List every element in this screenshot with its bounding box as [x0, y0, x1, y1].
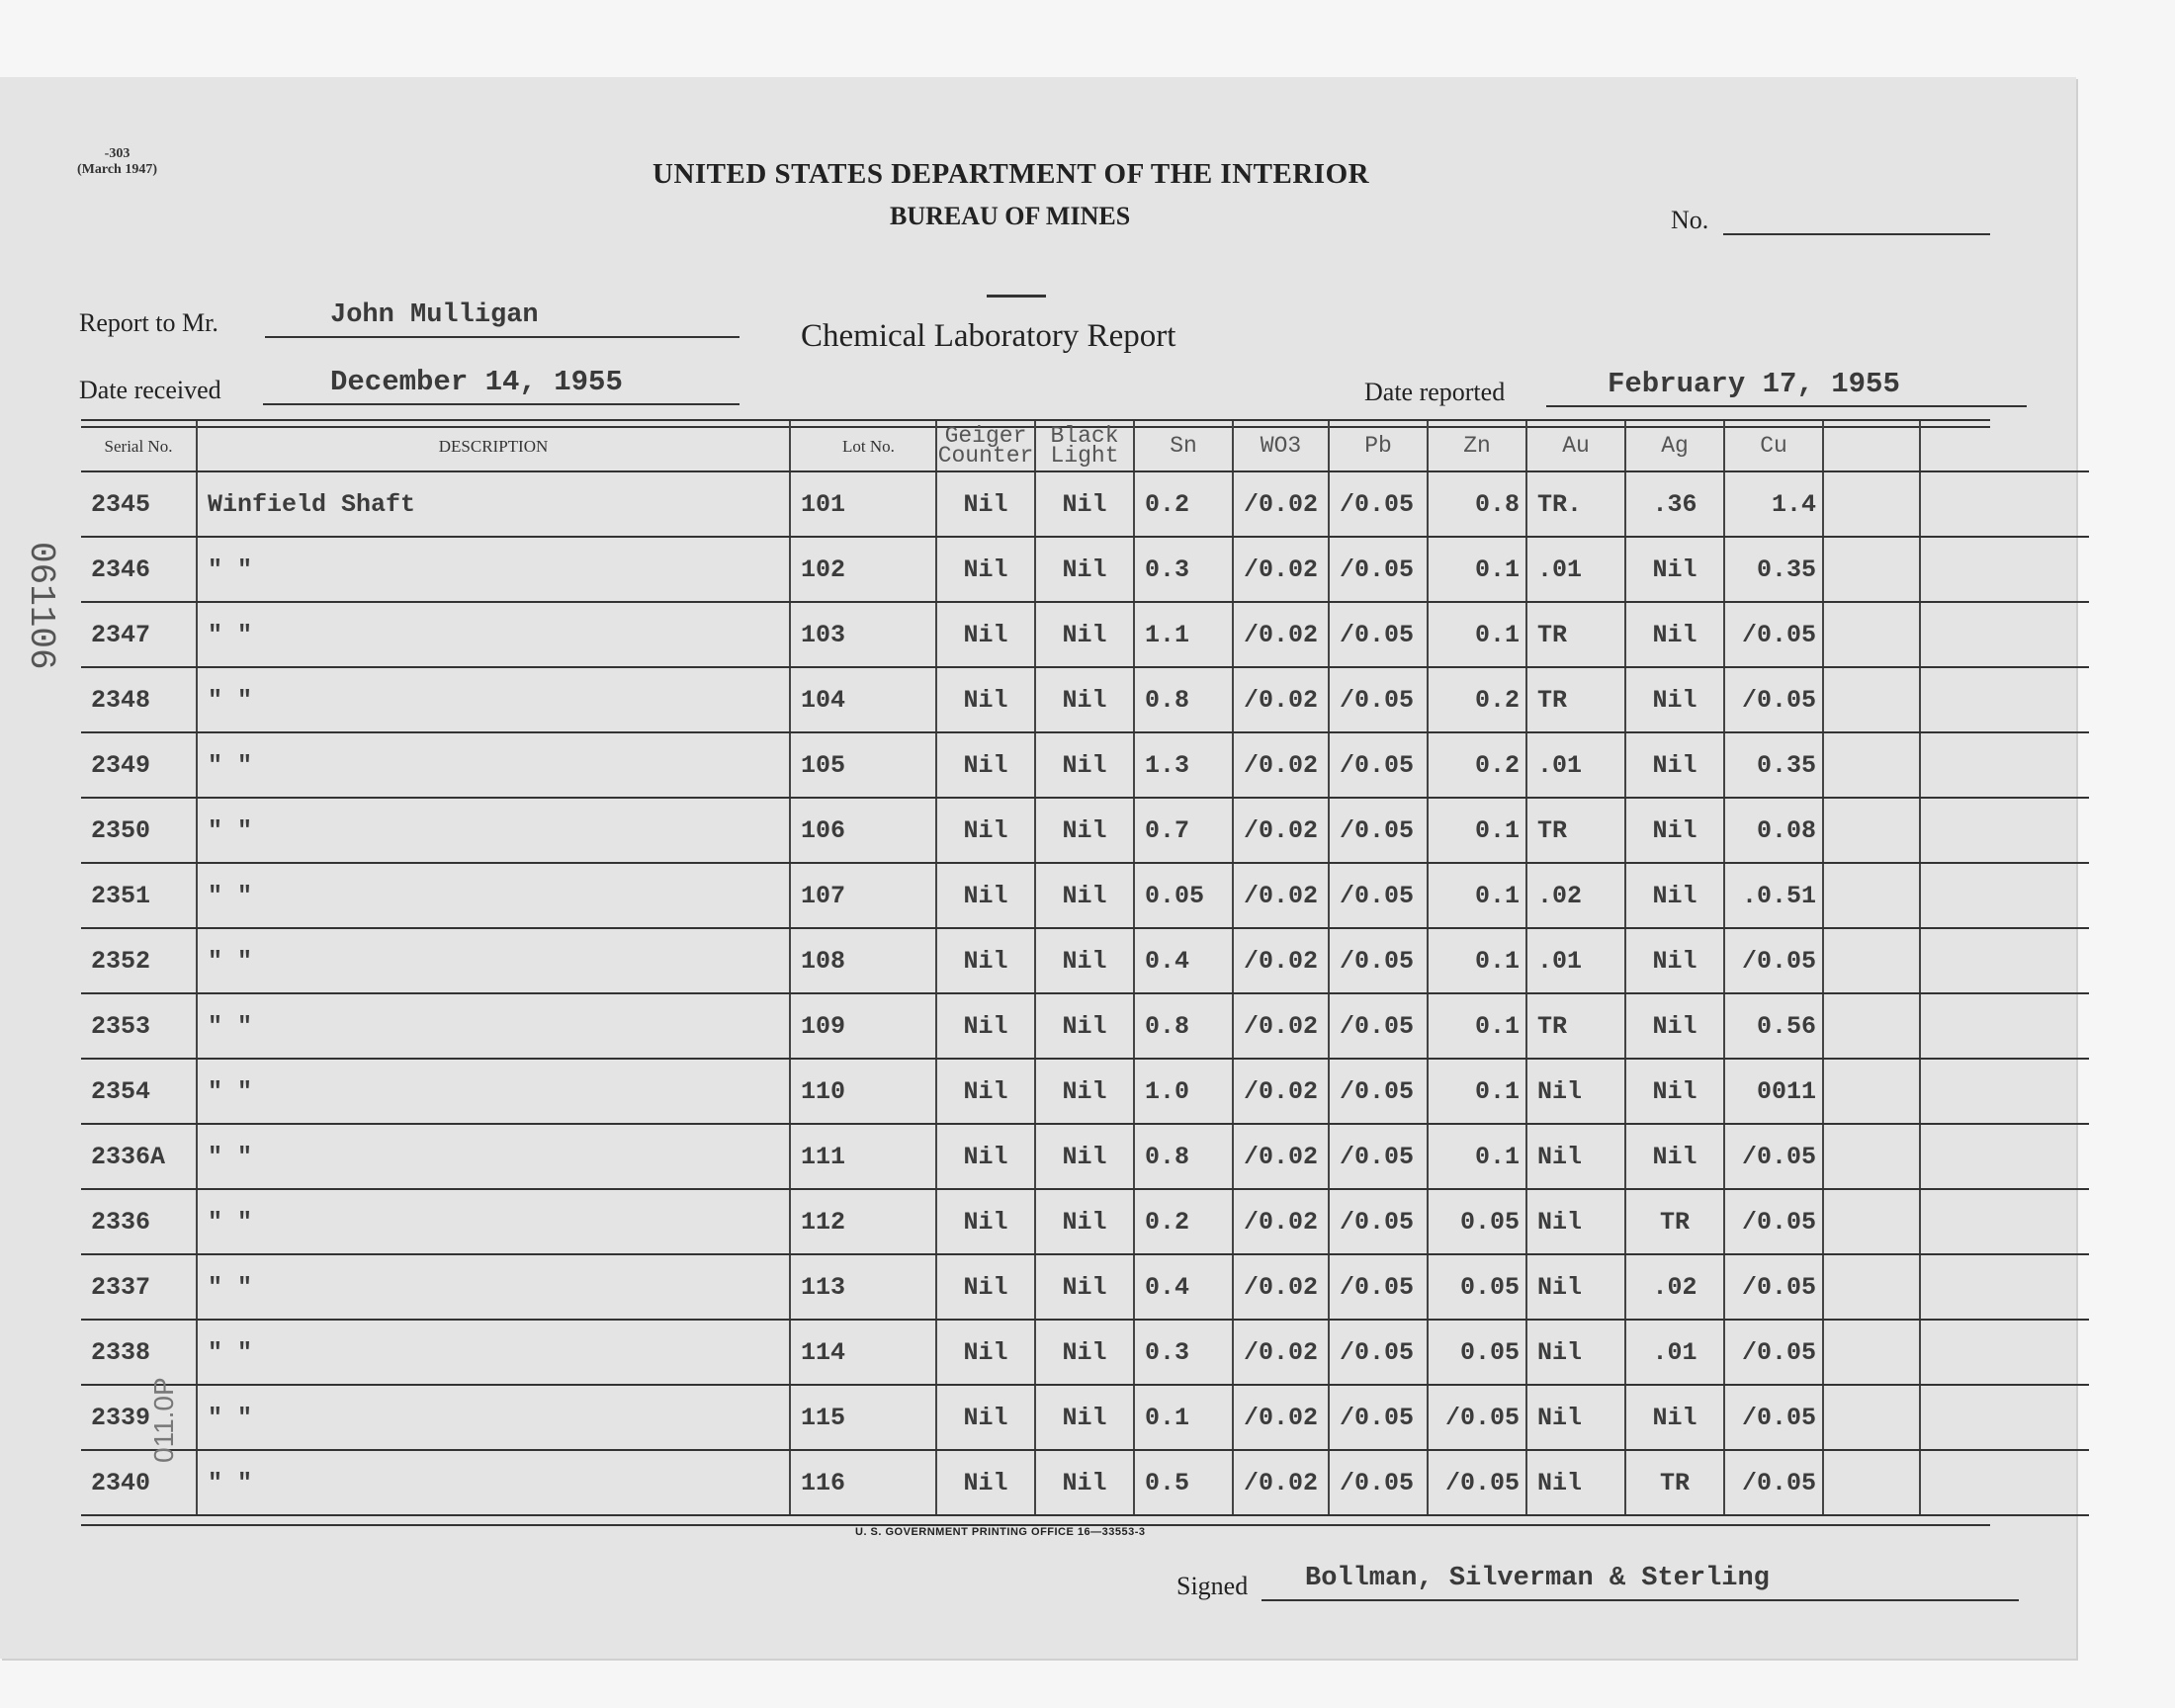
cell-sn: 1.0 [1134, 1059, 1233, 1124]
cell-blank [1823, 1385, 1920, 1450]
cell-blank [1823, 1124, 1920, 1189]
cell-geiger: Nil [936, 798, 1035, 863]
cell-lot: 109 [790, 993, 936, 1059]
cell-desc: " " [197, 863, 790, 928]
cell-desc: " " [197, 928, 790, 993]
form-revision-date: (March 1947) [77, 162, 157, 177]
cell-blank [1823, 1320, 1920, 1385]
cell-pb: /0.05 [1329, 1124, 1428, 1189]
cell-ag: Nil [1625, 928, 1724, 993]
cell-au: Nil [1526, 1189, 1625, 1254]
cell-geiger: Nil [936, 732, 1035, 798]
col-zn-header: Zn [1428, 421, 1526, 471]
cell-au: Nil [1526, 1385, 1625, 1450]
cell-lot: 104 [790, 667, 936, 732]
cell-wo3: /0.02 [1233, 667, 1329, 732]
cell-blank [1823, 732, 1920, 798]
form-number-code: -303 [104, 146, 130, 161]
col-wo3-header: WO3 [1233, 421, 1329, 471]
cell-geiger: Nil [936, 667, 1035, 732]
cell-ag: Nil [1625, 798, 1724, 863]
cell-blank [1920, 798, 2089, 863]
cell-zn: 0.1 [1428, 602, 1526, 667]
cell-sn: 0.1 [1134, 1385, 1233, 1450]
cell-ag: Nil [1625, 1124, 1724, 1189]
cell-blank [1823, 602, 1920, 667]
cell-ag: Nil [1625, 732, 1724, 798]
date-reported-field[interactable] [1546, 405, 2027, 407]
date-reported-value: February 17, 1955 [1608, 368, 1900, 400]
cell-blank [1823, 471, 1920, 537]
cell-cu: 0.35 [1724, 537, 1823, 602]
cell-zn: 0.2 [1428, 667, 1526, 732]
report-number-label: No. [1671, 206, 1709, 234]
cell-sn: 0.7 [1134, 798, 1233, 863]
table-row [81, 1189, 2089, 1254]
cell-ag: Nil [1625, 602, 1724, 667]
table-row [81, 1124, 2089, 1189]
col-pb-header: Pb [1329, 421, 1428, 471]
cell-sn: 0.2 [1134, 1189, 1233, 1254]
cell-sn: 0.05 [1134, 863, 1233, 928]
col-blank-2-header [1920, 421, 2089, 471]
cell-black: Nil [1035, 1189, 1134, 1254]
cell-wo3: /0.02 [1233, 602, 1329, 667]
cell-lot: 106 [790, 798, 936, 863]
cell-sn: 0.2 [1134, 471, 1233, 537]
cell-au: Nil [1526, 1254, 1625, 1320]
cell-black: Nil [1035, 928, 1134, 993]
report-to-label: Report to Mr. [79, 308, 218, 337]
cell-wo3: /0.02 [1233, 732, 1329, 798]
table-row [81, 1059, 2089, 1124]
cell-sn: 1.1 [1134, 602, 1233, 667]
cell-lot: 110 [790, 1059, 936, 1124]
cell-ag: Nil [1625, 537, 1724, 602]
cell-cu: 0.56 [1724, 993, 1823, 1059]
cell-au: .02 [1526, 863, 1625, 928]
cell-pb: /0.05 [1329, 1059, 1428, 1124]
cell-cu: /0.05 [1724, 928, 1823, 993]
cell-au: TR [1526, 602, 1625, 667]
cell-cu: 0.35 [1724, 732, 1823, 798]
cell-lot: 107 [790, 863, 936, 928]
cell-cu: 1.4 [1724, 471, 1823, 537]
cell-serial: 2336 [81, 1189, 197, 1254]
cell-geiger: Nil [936, 1124, 1035, 1189]
cell-wo3: /0.02 [1233, 1254, 1329, 1320]
cell-blank [1920, 1450, 2089, 1515]
table-row [81, 993, 2089, 1059]
cell-blank [1920, 1059, 2089, 1124]
cell-blank [1920, 1254, 2089, 1320]
cell-wo3: /0.02 [1233, 928, 1329, 993]
cell-ag: Nil [1625, 993, 1724, 1059]
cell-desc: " " [197, 993, 790, 1059]
cell-cu: 0.08 [1724, 798, 1823, 863]
cell-serial: 2336A [81, 1124, 197, 1189]
cell-au: Nil [1526, 1059, 1625, 1124]
cell-geiger: Nil [936, 471, 1035, 537]
cell-au: .01 [1526, 928, 1625, 993]
cell-serial: 2349 [81, 732, 197, 798]
cell-zn: /0.05 [1428, 1385, 1526, 1450]
cell-lot: 101 [790, 471, 936, 537]
cell-black: Nil [1035, 1320, 1134, 1385]
cell-pb: /0.05 [1329, 537, 1428, 602]
cell-sn: 0.8 [1134, 667, 1233, 732]
cell-wo3: /0.02 [1233, 1124, 1329, 1189]
col-sn-header: Sn [1134, 421, 1233, 471]
report-to-value: John Mulligan [330, 300, 539, 330]
title-divider [987, 295, 1046, 298]
cell-zn: 0.1 [1428, 863, 1526, 928]
cell-ag: .01 [1625, 1320, 1724, 1385]
report-number-field[interactable] [1723, 233, 1990, 235]
results-table [81, 421, 2089, 1516]
cell-desc: " " [197, 1124, 790, 1189]
cell-geiger: Nil [936, 863, 1035, 928]
cell-wo3: /0.02 [1233, 1385, 1329, 1450]
cell-pb: /0.05 [1329, 993, 1428, 1059]
cell-lot: 116 [790, 1450, 936, 1515]
cell-blank [1920, 863, 2089, 928]
cell-blank [1823, 1254, 1920, 1320]
margin-pencil-note: 011.0P [148, 1377, 179, 1463]
cell-wo3: /0.02 [1233, 1320, 1329, 1385]
cell-desc: " " [197, 602, 790, 667]
cell-blank [1920, 1124, 2089, 1189]
cell-serial: 2351 [81, 863, 197, 928]
cell-zn: 0.05 [1428, 1320, 1526, 1385]
cell-blank [1920, 1189, 2089, 1254]
col-au-header: Au [1526, 421, 1625, 471]
cell-serial: 2353 [81, 993, 197, 1059]
cell-wo3: /0.02 [1233, 1059, 1329, 1124]
table-row [81, 798, 2089, 863]
cell-au: TR [1526, 798, 1625, 863]
cell-wo3: /0.02 [1233, 798, 1329, 863]
col-lot-header: Lot No. [790, 421, 936, 471]
cell-au: .01 [1526, 537, 1625, 602]
cell-blank [1920, 471, 2089, 537]
cell-au: TR [1526, 667, 1625, 732]
cell-desc: " " [197, 1189, 790, 1254]
cell-desc: Winfield Shaft [197, 471, 790, 537]
form-number [77, 146, 157, 178]
cell-zn: 0.1 [1428, 798, 1526, 863]
table-row [81, 667, 2089, 732]
cell-lot: 114 [790, 1320, 936, 1385]
cell-geiger: Nil [936, 1189, 1035, 1254]
cell-lot: 113 [790, 1254, 936, 1320]
report-title: Chemical Laboratory Report [801, 318, 1176, 354]
table-row [81, 1254, 2089, 1320]
cell-sn: 0.8 [1134, 1124, 1233, 1189]
cell-pb: /0.05 [1329, 1254, 1428, 1320]
cell-cu: 0011 [1724, 1059, 1823, 1124]
cell-desc: " " [197, 732, 790, 798]
col-cu-header: Cu [1724, 421, 1823, 471]
cell-serial: 2346 [81, 537, 197, 602]
date-received-field[interactable] [263, 403, 740, 405]
date-received-value: December 14, 1955 [330, 366, 623, 398]
cell-lot: 103 [790, 602, 936, 667]
cell-ag: Nil [1625, 863, 1724, 928]
cell-au: TR. [1526, 471, 1625, 537]
cell-zn: 0.05 [1428, 1254, 1526, 1320]
cell-blank [1920, 537, 2089, 602]
cell-black: Nil [1035, 732, 1134, 798]
cell-serial: 2345 [81, 471, 197, 537]
cell-black: Nil [1035, 1385, 1134, 1450]
cell-geiger: Nil [936, 1450, 1035, 1515]
col-description-header: DESCRIPTION [197, 421, 790, 471]
cell-lot: 105 [790, 732, 936, 798]
table-row [81, 928, 2089, 993]
table-header-row [81, 421, 2089, 471]
cell-wo3: /0.02 [1233, 471, 1329, 537]
col-blank-1-header [1823, 421, 1920, 471]
cell-sn: 1.3 [1134, 732, 1233, 798]
cell-black: Nil [1035, 471, 1134, 537]
cell-serial: 2340 [81, 1450, 197, 1515]
cell-serial: 2347 [81, 602, 197, 667]
date-reported-label: Date reported [1364, 378, 1506, 406]
cell-zn: 0.1 [1428, 537, 1526, 602]
cell-desc: " " [197, 798, 790, 863]
cell-black: Nil [1035, 667, 1134, 732]
cell-blank [1920, 993, 2089, 1059]
cell-blank [1823, 667, 1920, 732]
cell-blank [1823, 863, 1920, 928]
cell-geiger: Nil [936, 602, 1035, 667]
cell-black: Nil [1035, 798, 1134, 863]
cell-ag: Nil [1625, 667, 1724, 732]
col-serial-header: Serial No. [81, 421, 197, 471]
cell-blank [1823, 928, 1920, 993]
cell-zn: 0.1 [1428, 1059, 1526, 1124]
cell-zn: 0.1 [1428, 928, 1526, 993]
cell-sn: 0.3 [1134, 537, 1233, 602]
cell-blank [1920, 667, 2089, 732]
cell-ag: .02 [1625, 1254, 1724, 1320]
cell-black: Nil [1035, 1450, 1134, 1515]
cell-cu: /0.05 [1724, 1189, 1823, 1254]
cell-geiger: Nil [936, 1059, 1035, 1124]
cell-wo3: /0.02 [1233, 1189, 1329, 1254]
printer-imprint: U. S. GOVERNMENT PRINTING OFFICE 16—33553-3 [855, 1526, 1146, 1538]
cell-wo3: /0.02 [1233, 863, 1329, 928]
cell-desc: " " [197, 537, 790, 602]
cell-cu: /0.05 [1724, 602, 1823, 667]
cell-au: Nil [1526, 1450, 1625, 1515]
table-row [81, 602, 2089, 667]
cell-pb: /0.05 [1329, 1320, 1428, 1385]
cell-pb: /0.05 [1329, 471, 1428, 537]
cell-serial: 2354 [81, 1059, 197, 1124]
cell-pb: /0.05 [1329, 1450, 1428, 1515]
signed-label: Signed [1176, 1572, 1249, 1600]
cell-sn: 0.8 [1134, 993, 1233, 1059]
cell-black: Nil [1035, 1124, 1134, 1189]
signed-value: Bollman, Silverman & Sterling [1305, 1564, 1770, 1593]
cell-au: Nil [1526, 1124, 1625, 1189]
cell-lot: 115 [790, 1385, 936, 1450]
table-row [81, 1450, 2089, 1515]
cell-serial: 2339 [81, 1385, 197, 1450]
cell-sn: 0.5 [1134, 1450, 1233, 1515]
cell-zn: /0.05 [1428, 1450, 1526, 1515]
cell-blank [1920, 732, 2089, 798]
cell-ag: .36 [1625, 471, 1724, 537]
cell-desc: " " [197, 1059, 790, 1124]
cell-black: Nil [1035, 537, 1134, 602]
cell-ag: TR [1625, 1450, 1724, 1515]
cell-serial: 2338 [81, 1320, 197, 1385]
cell-pb: /0.05 [1329, 1385, 1428, 1450]
table-row [81, 537, 2089, 602]
cell-au: Nil [1526, 1320, 1625, 1385]
cell-geiger: Nil [936, 537, 1035, 602]
cell-sn: 0.4 [1134, 1254, 1233, 1320]
report-to-field[interactable] [265, 336, 740, 338]
cell-au: TR [1526, 993, 1625, 1059]
cell-ag: Nil [1625, 1059, 1724, 1124]
cell-zn: 0.1 [1428, 1124, 1526, 1189]
cell-desc: " " [197, 1254, 790, 1320]
cell-blank [1823, 993, 1920, 1059]
cell-sn: 0.4 [1134, 928, 1233, 993]
cell-cu: /0.05 [1724, 1124, 1823, 1189]
cell-desc: " " [197, 667, 790, 732]
cell-cu: .0.51 [1724, 863, 1823, 928]
cell-blank [1823, 1059, 1920, 1124]
table-row [81, 863, 2089, 928]
cell-pb: /0.05 [1329, 1189, 1428, 1254]
cell-pb: /0.05 [1329, 863, 1428, 928]
cell-sn: 0.3 [1134, 1320, 1233, 1385]
cell-lot: 112 [790, 1189, 936, 1254]
cell-pb: /0.05 [1329, 798, 1428, 863]
cell-blank [1920, 928, 2089, 993]
cell-wo3: /0.02 [1233, 537, 1329, 602]
cell-zn: 0.2 [1428, 732, 1526, 798]
table-body [81, 471, 2089, 1515]
cell-cu: /0.05 [1724, 1254, 1823, 1320]
cell-black: Nil [1035, 993, 1134, 1059]
cell-desc: " " [197, 1385, 790, 1450]
cell-pb: /0.05 [1329, 928, 1428, 993]
cell-wo3: /0.02 [1233, 993, 1329, 1059]
cell-zn: 0.1 [1428, 993, 1526, 1059]
cell-pb: /0.05 [1329, 602, 1428, 667]
cell-blank [1823, 798, 1920, 863]
cell-blank [1823, 537, 1920, 602]
cell-geiger: Nil [936, 928, 1035, 993]
signed-field[interactable] [1262, 1599, 2019, 1601]
cell-blank [1920, 602, 2089, 667]
cell-blank [1920, 1320, 2089, 1385]
cell-black: Nil [1035, 1254, 1134, 1320]
cell-wo3: /0.02 [1233, 1450, 1329, 1515]
col-ag-header: Ag [1625, 421, 1724, 471]
cell-au: .01 [1526, 732, 1625, 798]
cell-serial: 2350 [81, 798, 197, 863]
cell-black: Nil [1035, 863, 1134, 928]
date-received-label: Date received [79, 376, 221, 404]
col-geiger-header: Geiger Counter [936, 421, 1035, 471]
table-row [81, 1320, 2089, 1385]
cell-blank [1920, 1385, 2089, 1450]
cell-cu: /0.05 [1724, 1385, 1823, 1450]
cell-blank [1823, 1189, 1920, 1254]
cell-desc: " " [197, 1320, 790, 1385]
cell-zn: 0.8 [1428, 471, 1526, 537]
cell-ag: TR [1625, 1189, 1724, 1254]
cell-cu: /0.05 [1724, 667, 1823, 732]
cell-lot: 111 [790, 1124, 936, 1189]
cell-black: Nil [1035, 602, 1134, 667]
cell-zn: 0.05 [1428, 1189, 1526, 1254]
table-row [81, 471, 2089, 537]
cell-serial: 2348 [81, 667, 197, 732]
cell-cu: /0.05 [1724, 1320, 1823, 1385]
cell-serial: 2337 [81, 1254, 197, 1320]
cell-lot: 108 [790, 928, 936, 993]
cell-blank [1823, 1450, 1920, 1515]
cell-geiger: Nil [936, 1320, 1035, 1385]
cell-pb: /0.05 [1329, 667, 1428, 732]
cell-desc: " " [197, 1450, 790, 1515]
cell-ag: Nil [1625, 1385, 1724, 1450]
cell-geiger: Nil [936, 1254, 1035, 1320]
table-row [81, 732, 2089, 798]
cell-lot: 102 [790, 537, 936, 602]
col-blacklight-header: Black Light [1035, 421, 1134, 471]
cell-black: Nil [1035, 1059, 1134, 1124]
cell-geiger: Nil [936, 993, 1035, 1059]
cell-geiger: Nil [936, 1385, 1035, 1450]
margin-stamp-number: 061106 [21, 542, 61, 670]
cell-cu: /0.05 [1724, 1450, 1823, 1515]
bureau-heading: BUREAU OF MINES [890, 202, 1131, 230]
cell-pb: /0.05 [1329, 732, 1428, 798]
department-heading: UNITED STATES DEPARTMENT OF THE INTERIOR [652, 158, 1370, 190]
table-row [81, 1385, 2089, 1450]
cell-serial: 2352 [81, 928, 197, 993]
